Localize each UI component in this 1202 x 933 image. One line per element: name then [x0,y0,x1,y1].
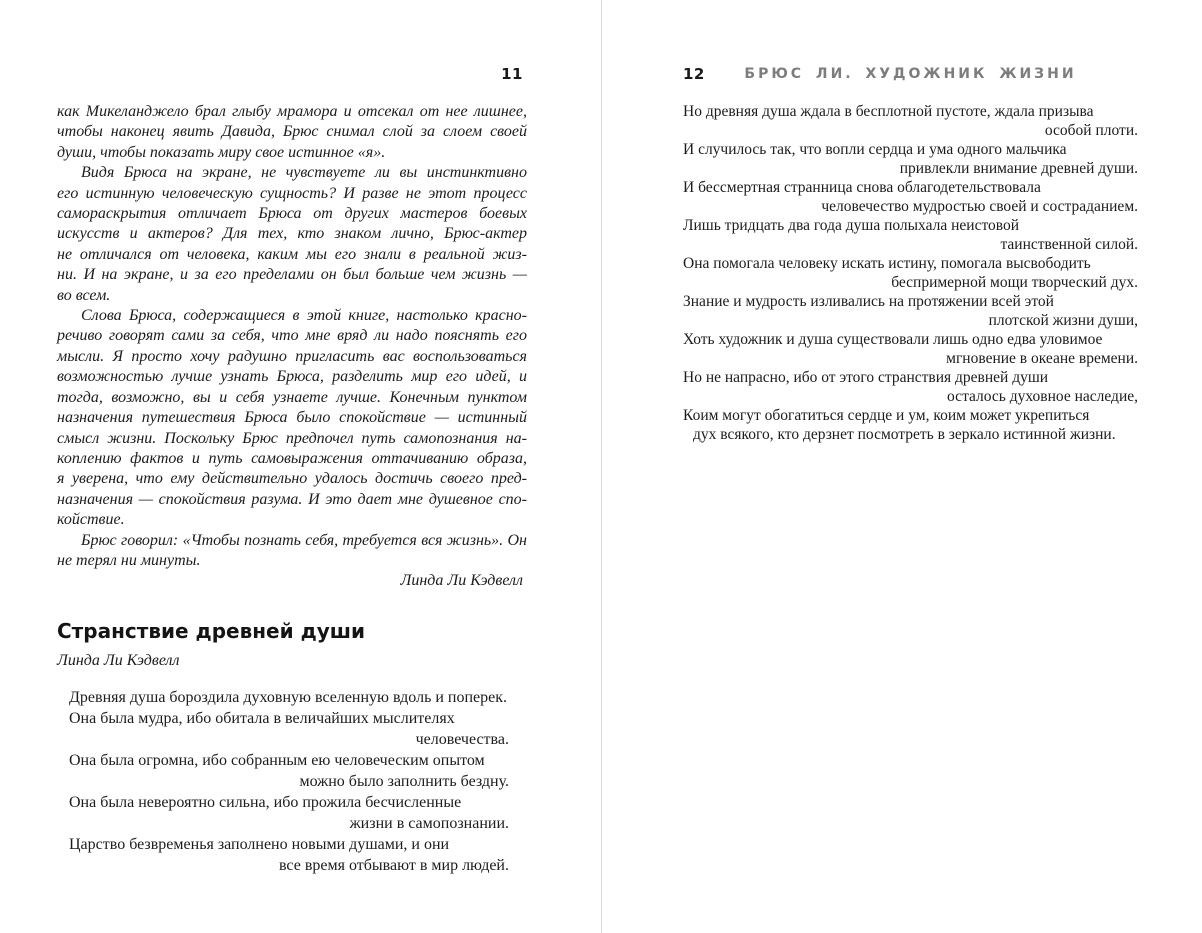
text-line: смысл жизни. Поскольку Брюс предпочел путь самопознания на- [57,429,527,447]
running-header: БРЮС ЛИ. ХУДОЖНИК ЖИЗНИ [744,66,1077,82]
poem-line: Лишь тридцать два года душа полыхала неистовой [683,217,1020,234]
page-number-left: 11 [501,65,523,83]
text-line: назначения — спокойствия разума. И это дает мне душевное спо- [57,490,527,508]
poem-line: Но не напрасно, ибо от этого странствия древней души [683,369,1049,386]
poem-line: Знание и мудрость изливались на протяжении всей этой [683,293,1054,310]
poem-line: Она была невероятно сильна, ибо прожила бесчисленные [69,793,462,811]
page-right [683,64,1138,444]
text-line: коплению фактов и путь самовыражения оттачиванию образа, [57,449,527,467]
poem-line: мгновение в океане времени. [946,350,1138,367]
poem-line: Царство безвременья заполнено новыми душами, и они [69,835,450,853]
poem-line: Коим могут обогатиться сердце и ум, коим может укрепиться [683,407,1090,424]
poem-line: Она была мудра, ибо обитала в величайших мыслителях [69,709,455,727]
poem-line: беспримерной мощи творческий дух. [891,274,1138,291]
signature: Линда Ли Кэдвелл [400,572,523,590]
poem-line: жизни в самопознании. [349,814,509,832]
text-line: Слова Брюса, содержащиеся в этой книге, настолько красно- [81,307,527,325]
poem-line: Хоть художник и душа существовали лишь одно едва уловимое [683,331,1103,348]
text-line: его истинную человеческую сущность? И разве не этот процесс [57,184,527,202]
text-line: чтобы наконец явить Давида, Брюс снимал слой за слоем своей [57,123,527,141]
poem-line: привлекли внимание древней души. [899,160,1138,177]
poem-line: И случилось так, что вопли сердца и ума одного мальчика [683,141,1067,158]
text-line: как Микеланджело брал глыбу мрамора и отсекал от нее лишнее, [57,103,527,120]
poem-line: человечества. [415,730,509,748]
text-line: Видя Брюса на экране, не чувствуете ли вы инстинктивно [81,164,527,182]
text-line: во всем. [57,286,111,304]
text-line: речиво говорят сами за себя, что мне вряд ли надо пояснять его [57,327,527,345]
text-line: я уверена, что ему действительно удалось достичь своего пред- [57,470,527,488]
page-divider [601,0,602,933]
poem-line: все время отбывают в мир людей. [278,856,509,874]
text-line: души, чтобы показать миру свое истинное «я». [57,143,386,161]
text-line: мысли. Я просто хочу радушно пригласить вас воспользоваться [57,347,527,365]
text-line: не терял ни минуты. [57,551,201,569]
text-line: самораскрытия отличает Брюса от других мастеров боевых [57,205,527,223]
poem-line: дух всякого, кто дерзнет посмотреть в зеркало истинной жизни. [693,426,1116,443]
poem-right [683,102,1138,444]
byline: Линда Ли Кэдвелл [57,651,180,669]
text-line: Брюс говорил: «Чтобы познать себя, требуется вся жизнь». Он [81,531,527,549]
section-heading: Странствие древней души [57,618,366,643]
poem-line: И бессмертная странница снова облагодетельствовала [683,179,1041,196]
poem-line: можно было заполнить бездну. [299,772,509,790]
text-line: не отличался от человека, каким мы его знали в реальной жиз- [57,245,527,263]
poem-line: Но древняя душа ждала в бесплотной пустоте, ждала призыва [683,103,1094,120]
poem-left [57,687,527,876]
page-header-row [683,64,1138,84]
poem-line: плотской жизни души, [988,312,1138,329]
text-line: возможностью лучше узнать Брюса, разделить мир его идей, и [57,368,527,386]
poem-line: осталось духовное наследие, [947,388,1138,405]
poem-line: Она помогала человеку искать истину, помогала высвободить [683,255,1091,272]
poem-line: Она была огромна, ибо собранным ею человеческим опытом [69,751,485,769]
text-line: тогда, возможно, вы и себя узнаете лучше. Конечным пунктом [57,388,527,406]
text-line: искусств и актеров? Для тех, кто знаком лично, Брюс-актер [57,225,527,243]
poem-line: таинственной силой. [1000,236,1138,253]
text-line: койствие. [57,511,125,529]
text-line: назначения путешествия Брюса было спокойствие — истинный [57,409,527,427]
preface-text [57,102,527,571]
poem-line: Древняя душа бороздила духовную вселенную вдоль и поперек. [69,688,508,706]
poem-line: особой плоти. [1044,122,1138,139]
text-line: ни. И на экране, и за его пределами он был больше чем жизнь — [57,266,527,284]
poem-line: человечество мудростью своей и состраданием. [821,198,1138,215]
page-left [57,64,527,876]
page-number-right: 12 [683,65,705,83]
